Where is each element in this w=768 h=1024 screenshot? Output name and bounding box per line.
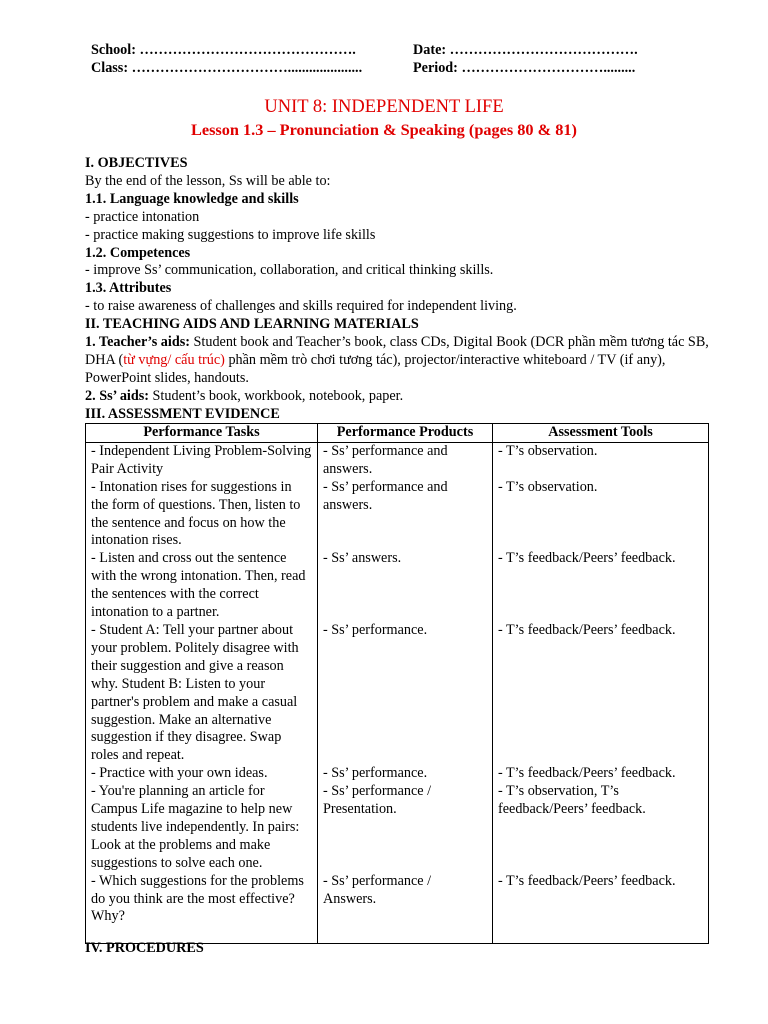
lesson-body [85, 155, 715, 424]
school-field: School: ………………………………………. [91, 42, 356, 58]
table-row [86, 479, 709, 551]
table-row [86, 873, 709, 944]
attributes-heading: 1.3. Attributes [85, 280, 172, 297]
teacher-aids-text-end: phần mềm trò chơi tương tác), projector/interactive whiteboard / TV (if any), PowerPoint slides, handouts. [85, 351, 666, 386]
task-cell: - Independent Living Problem-Solving Pair Activity [86, 442, 318, 478]
period-field: Period: …………………………......... [413, 60, 636, 76]
objectives-heading: I. OBJECTIVES [85, 155, 188, 171]
product-cell: - Ss’ performance. [318, 765, 493, 783]
table-row [86, 622, 709, 765]
product-cell: - Ss’ performance and answers. [318, 442, 493, 478]
column-header: Performance Tasks [86, 424, 318, 443]
assessment-heading: III. ASSESSMENT EVIDENCE [85, 405, 280, 422]
teacher-aids-text: Student book and Teacher’s book, class CDs, Digital Book (DCR phần mềm tương tác SB, DHA ( [85, 334, 709, 368]
teacher-aids-label: 1. Teacher’s aids: [85, 334, 190, 351]
task-cell: - Which suggestions for the problems do you think are the most effective? Why? [86, 873, 318, 944]
lesson-title: Lesson 1.3 – Pronunciation & Speaking (pages 80 & 81) [191, 120, 577, 139]
column-header: Performance Products [318, 424, 493, 443]
knowledge-item: - practice intonation [85, 208, 200, 225]
procedures-heading: IV. PROCEDURES [85, 940, 204, 956]
ss-aids-label: 2. Ss’ aids: [85, 387, 149, 404]
knowledge-heading: 1.1. Language knowledge and skills [85, 190, 299, 207]
assessment-table [85, 423, 709, 944]
tool-cell: - T’s observation. [493, 479, 709, 551]
aids-heading: II. TEACHING AIDS AND LEARNING MATERIALS [85, 316, 419, 333]
task-cell: - Listen and cross out the sentence with the wrong intonation. Then, read the sentences with the correct intonation to a partner. [86, 550, 318, 622]
tool-cell: - T’s feedback/Peers’ feedback. [493, 765, 709, 783]
table-header-row [86, 424, 709, 443]
table-row [86, 783, 709, 873]
attributes-item: - to raise awareness of challenges and skills required for independent living. [85, 298, 517, 315]
ss-aids-text: Student’s book, workbook, notebook, paper. [149, 387, 404, 404]
task-cell: - Student A: Tell your partner about your problem. Politely disagree with their suggestion and give a reason why. Student B: Listen to your partner's problem and make a casual suggestion. Make an alternative suggestion if they disagree. Swap roles and repeat. [86, 622, 318, 765]
teacher-aids [85, 334, 715, 388]
competences-heading: 1.2. Competences [85, 244, 191, 261]
unit-title: UNIT 8: INDEPENDENT LIFE [264, 97, 504, 117]
tool-cell: - T’s feedback/Peers’ feedback. [493, 622, 709, 765]
table-row [86, 765, 709, 783]
column-header: Assessment Tools [493, 424, 709, 443]
product-cell: - Ss’ performance / Answers. [318, 873, 493, 944]
task-cell: - You're planning an article for Campus Life magazine to help new students live independently. In pairs: Look at the problems and make suggestions to solve each one. [86, 783, 318, 873]
objectives-intro: By the end of the lesson, Ss will be able to: [85, 172, 331, 189]
tool-cell: - T’s observation. [493, 442, 709, 478]
date-field: Date: …………………………………. [413, 42, 638, 58]
task-cell: - Practice with your own ideas. [86, 765, 318, 783]
class-field: Class: ……………………………..................... [91, 60, 363, 76]
table-row [86, 550, 709, 622]
competences-item: - improve Ss’ communication, collaboration, and critical thinking skills. [85, 262, 494, 279]
table-row [86, 442, 709, 478]
product-cell: - Ss’ performance / Presentation. [318, 783, 493, 873]
tool-cell: - T’s observation, T’s feedback/Peers’ feedback. [493, 783, 709, 873]
product-cell: - Ss’ answers. [318, 550, 493, 622]
product-cell: - Ss’ performance and answers. [318, 479, 493, 551]
tool-cell: - T’s feedback/Peers’ feedback. [493, 873, 709, 944]
tool-cell: - T’s feedback/Peers’ feedback. [493, 550, 709, 622]
knowledge-item: - practice making suggestions to improve life skills [85, 226, 376, 243]
teacher-aids-red-text: từ vựng/ cấu trúc) [123, 351, 225, 368]
task-cell: - Intonation rises for suggestions in the form of questions. Then, listen to the sentence and focus on how the intonation rises. [86, 479, 318, 551]
ss-aids [85, 388, 715, 406]
product-cell: - Ss’ performance. [318, 622, 493, 765]
